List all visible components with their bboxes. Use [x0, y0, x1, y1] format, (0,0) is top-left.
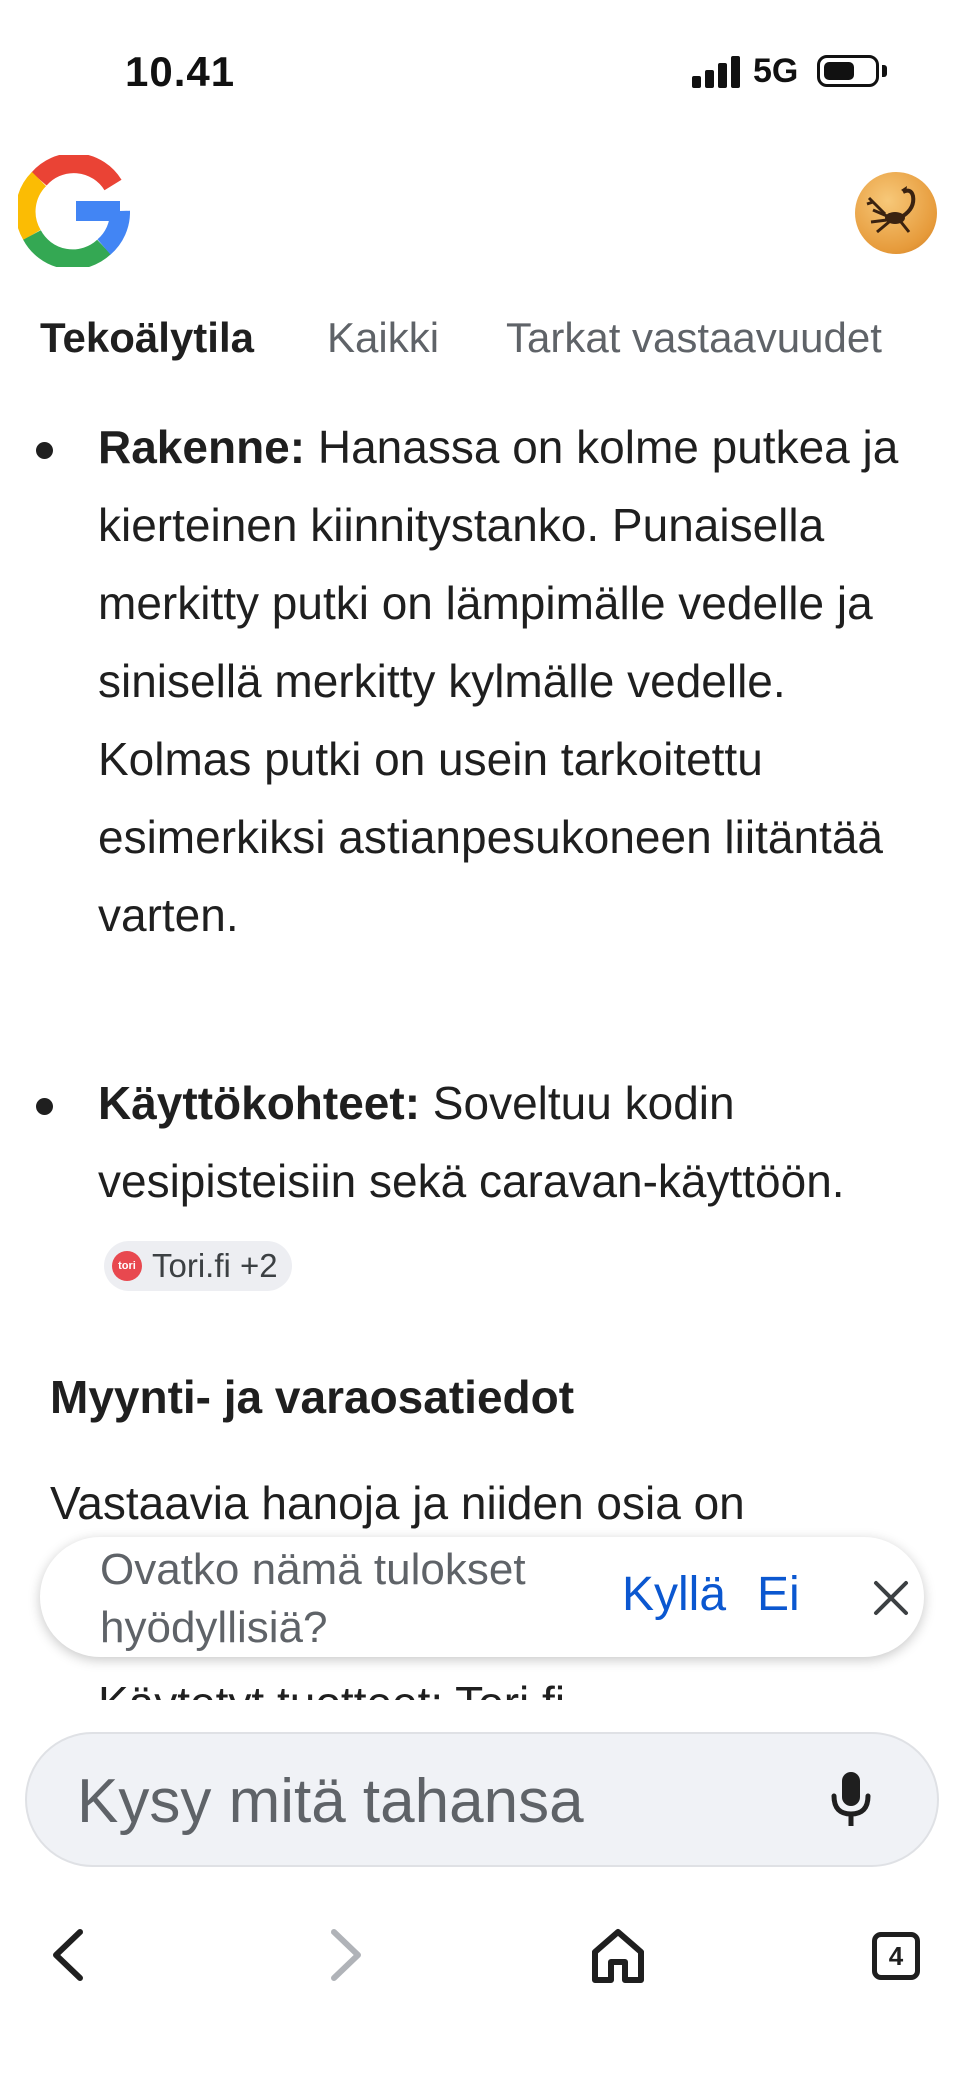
feedback-no-button[interactable]: Ei — [757, 1568, 800, 1621]
section-heading: Myynti- ja varaosatiedot — [50, 1371, 575, 1423]
source-label: Tori.fi +2 — [152, 1247, 278, 1284]
bullet-dot — [36, 1098, 53, 1115]
tab-count: 4 — [872, 1932, 920, 1980]
tab-ai-mode[interactable]: Tekoälytila — [40, 314, 254, 361]
feedback-question: Ovatko nämä tulokset hyödyllisiä? — [100, 1545, 526, 1652]
browser-toolbar — [0, 1900, 960, 2010]
feedback-prompt — [40, 1537, 924, 1657]
tab-all[interactable]: Kaikki — [327, 314, 440, 361]
close-icon[interactable] — [872, 1579, 910, 1617]
search-input[interactable] — [25, 1732, 939, 1867]
battery-tip — [882, 65, 887, 77]
paragraph-text: Vastaavia hanoja ja niiden osia on — [50, 1477, 745, 1529]
tab-exact-matches[interactable]: Tarkat vastaavuudet — [506, 314, 882, 361]
content-fade — [0, 1700, 960, 1730]
bullet-term: Rakenne: — [98, 421, 306, 473]
battery-icon — [817, 55, 879, 87]
google-g-icon[interactable] — [18, 155, 130, 267]
bullet-dot — [36, 442, 53, 459]
status-bar — [0, 0, 960, 140]
microphone-icon[interactable] — [827, 1770, 875, 1830]
source-chip[interactable] — [104, 1241, 292, 1291]
tori-logo-icon: tori — [112, 1251, 142, 1281]
bullet-text — [98, 408, 918, 954]
signal-strength-icon — [692, 56, 742, 88]
bullet-body: Hanassa on kolme putkea ja kierteinen kiinnitystanko. Punaisella merkitty putki on lämpimälle vedelle ja sinisellä merkitty kylmälle vedelle. Kolmas putki on usein tarkoitettu esimerkiksi astianpesukoneen liitäntää varten. — [98, 421, 899, 941]
home-icon[interactable] — [583, 1920, 653, 1990]
network-type: 5G — [753, 52, 799, 90]
bullet-text — [98, 1064, 918, 1298]
search-mode-tabs — [0, 310, 960, 370]
chevron-right-icon[interactable] — [310, 1920, 380, 1990]
bullet-body: Soveltuu kodin vesipisteisiin sekä caravan-käyttöön. — [98, 1077, 845, 1207]
feedback-yes-button[interactable]: Kyllä — [622, 1568, 727, 1621]
search-placeholder: Kysy mitä tahansa — [77, 1767, 584, 1836]
scorpion-avatar-icon — [855, 172, 937, 254]
avatar[interactable] — [855, 172, 937, 254]
status-time: 10.41 — [125, 48, 236, 95]
chevron-left-icon[interactable] — [34, 1920, 104, 1990]
bullet-term: Käyttökohteet: — [98, 1077, 421, 1129]
tabs-button[interactable] — [860, 1920, 930, 1990]
